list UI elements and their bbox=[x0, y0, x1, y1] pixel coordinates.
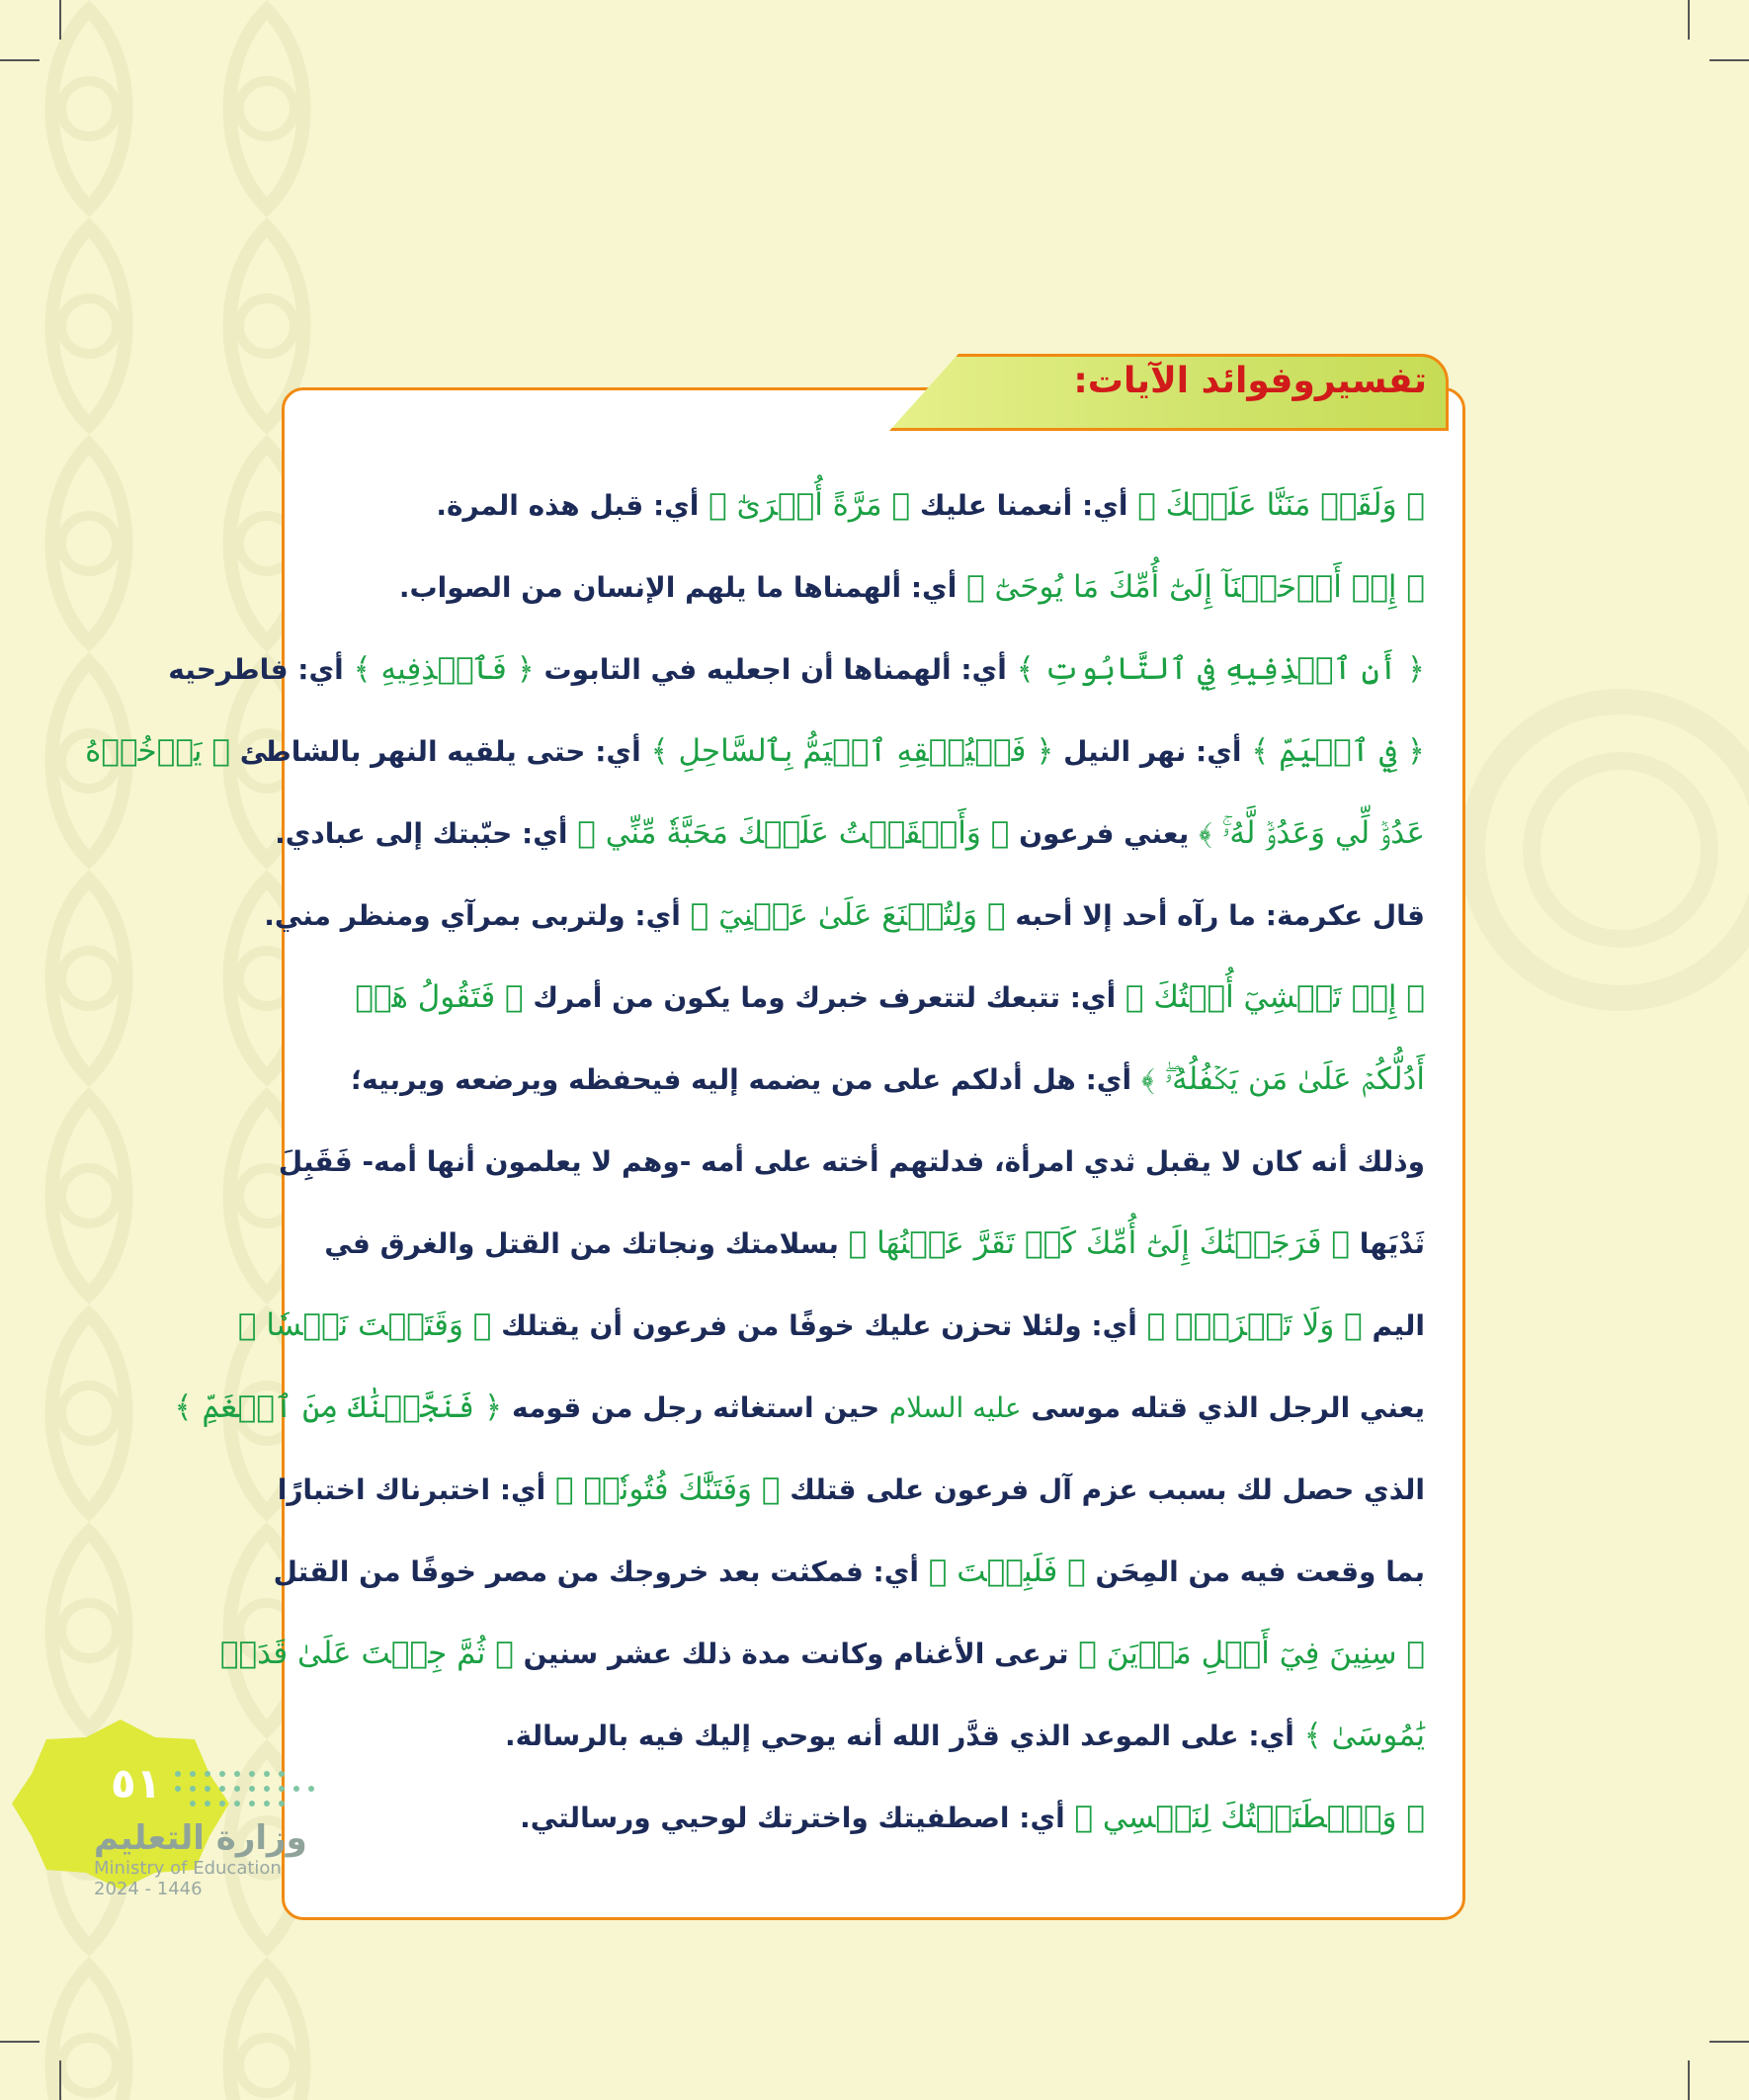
tafsir-line bbox=[326, 1203, 1425, 1285]
quran-verse: ﴿ وَلَا تَحۡزَنَۚ ﴾ bbox=[1146, 1307, 1363, 1343]
explanation-text: أي: أنعمنا عليك bbox=[910, 489, 1138, 522]
quran-verse: ﴿ فَٱقۡذِفِيهِ ﴾ bbox=[353, 651, 535, 687]
explanation-text: حين استغاثه رجل من قومه bbox=[502, 1391, 889, 1424]
explanation-text: وذلك أنه كان لا يقبل ثدي امرأة، فدلتهم أخته على أمه -وهم لا يعلمون أنها أمه- فَقَبِلَ bbox=[278, 1145, 1425, 1178]
ministry-name-ar: وزارة التعليم bbox=[94, 1818, 307, 1858]
crop-mark bbox=[59, 0, 61, 40]
explanation-text: يعني فرعون bbox=[1009, 817, 1199, 850]
quran-verse: ﴿ ثُمَّ جِئۡتَ عَلَىٰ قَدَرٖ bbox=[219, 1636, 514, 1671]
crop-mark bbox=[1688, 0, 1690, 40]
explanation-text: أي: قبل هذه المرة. bbox=[436, 489, 709, 522]
quran-verse: ﴿ أَنِ ٱقۡذِفِيهِ فِي ٱلتَّابُوتِ ﴾ bbox=[1016, 651, 1425, 687]
tafsir-line bbox=[326, 464, 1425, 546]
explanation-text: ثَدْيَها bbox=[1350, 1227, 1425, 1260]
tafsir-line bbox=[326, 1039, 1425, 1121]
quran-verse: ﴿ وَٱصۡطَنَعۡتُكَ لِنَفۡسِي ﴾ bbox=[1074, 1800, 1425, 1835]
quran-verse: ﴿ فِي ٱلۡيَمِّ ﴾ bbox=[1251, 733, 1425, 769]
explanation-text: أي: فاطرحيه bbox=[168, 653, 354, 686]
explanation-text: بما وقعت فيه من المِحَن bbox=[1085, 1555, 1425, 1588]
explanation-text: أي: اختبرناك اختبارًا bbox=[277, 1473, 556, 1506]
explanation-text: أي: حتى يلقيه النهر بالشاطئ bbox=[230, 735, 651, 768]
tafsir-line bbox=[326, 546, 1425, 629]
quran-verse: يَٰمُوسَىٰ ﴾ bbox=[1303, 1718, 1425, 1753]
explanation-text: الذي حصل لك بسبب عزم آل فرعون على قتلك bbox=[780, 1473, 1425, 1506]
crop-mark bbox=[1709, 2041, 1749, 2043]
edition-year: 2024 - 1446 bbox=[94, 1879, 203, 1899]
explanation-text: أي: ولتربى بمرآي ومنظر مني. bbox=[264, 899, 691, 932]
crop-mark bbox=[1709, 59, 1749, 61]
explanation-text: بسلامتك ونجاتك من القتل والغرق في bbox=[324, 1227, 849, 1260]
quran-verse: ﴿ وَلِتُصۡنَعَ عَلَىٰ عَيۡنِيٓ ﴾ bbox=[690, 897, 1006, 933]
quran-verse: ﴿ وَفَتَنَّٰكَ فُتُونٗاۚ ﴾ bbox=[555, 1471, 781, 1507]
section-title: تفسيروفوائد الآيات: bbox=[1073, 361, 1427, 401]
quran-verse: ﴿ مَرَّةً أُخۡرَىٰٓ ﴾ bbox=[708, 487, 911, 523]
tafsir-line bbox=[326, 957, 1425, 1039]
quran-verse: ﴿ فَلۡيُلۡقِهِ ٱلۡيَمُّ بِٱلسَّاحِلِ ﴾ bbox=[650, 733, 1054, 769]
tafsir-line bbox=[278, 1121, 1425, 1203]
quran-verse: ﴿ وَأَلۡقَيۡتُ عَلَيۡكَ مَحَبَّةٗ مِّنِّي ﴾ bbox=[577, 815, 1010, 851]
explanation-text: أي: على الموعد الذي قدَّر الله أنه يوحي إليك فيه بالرسالة. bbox=[505, 1720, 1304, 1752]
explanation-text: يعني الرجل الذي قتله موسى bbox=[1021, 1391, 1425, 1424]
explanation-text: أي: ولئلا تحزن عليك خوفًا من فرعون أن يقتلك bbox=[491, 1309, 1147, 1342]
quran-verse: ﴿ وَقَتَلۡتَ نَفۡسٗا ﴾ bbox=[237, 1307, 492, 1343]
honorific: عليه السلام bbox=[888, 1391, 1022, 1424]
explanation-text: اليم bbox=[1362, 1309, 1425, 1342]
quran-verse: أَدُلُّكُمۡ عَلَىٰ مَن يَكۡفُلُهُۥۖ ﴾ bbox=[1140, 1061, 1425, 1097]
tafsir-line bbox=[326, 1695, 1425, 1777]
tafsir-line bbox=[168, 629, 1425, 711]
quran-verse: ﴿ إِذۡ أَوۡحَيۡنَآ إِلَىٰٓ أُمِّكَ مَا يُوحَىٰٓ ﴾ bbox=[966, 569, 1425, 605]
tafsir-line bbox=[273, 1531, 1425, 1613]
tafsir-line bbox=[277, 1449, 1425, 1531]
quran-verse: ﴿ إِذۡ تَمۡشِيٓ أُخۡتُكَ ﴾ bbox=[1124, 979, 1425, 1015]
quran-verse: ﴿ فَرَجَعۡنَٰكَ إِلَىٰٓ أُمِّكَ كَيۡ تَقَرَّ عَيۡنُهَا ﴾ bbox=[848, 1225, 1351, 1261]
quran-verse: ﴿ فَتَقُولُ هَلۡ bbox=[355, 979, 524, 1015]
tafsir-line bbox=[275, 793, 1425, 875]
explanation-text: أي: اصطفيتك واخترتك لوحيي ورسالتي. bbox=[520, 1802, 1075, 1834]
tafsir-line bbox=[219, 1613, 1425, 1695]
explanation-text: أي: تتبعك لتتعرف خبرك وما يكون من أمرك bbox=[523, 981, 1125, 1014]
quran-verse: ﴿ فَنَجَّيۡنَٰكَ مِنَ ٱلۡغَمِّ ﴾ bbox=[174, 1389, 503, 1425]
tafsir-line bbox=[326, 1777, 1425, 1859]
quran-verse: عَدُوّٞ لِّي وَعَدُوّٞ لَّهُۥۚ ﴾ bbox=[1198, 815, 1425, 851]
quran-verse: ﴿ فَلَبِثۡتَ ﴾ bbox=[928, 1554, 1086, 1589]
explanation-text: أي: حبّبتك إلى عبادي. bbox=[275, 817, 578, 850]
tafsir-line bbox=[85, 711, 1425, 793]
crop-mark bbox=[59, 2060, 61, 2100]
crop-mark bbox=[1688, 2060, 1690, 2100]
tafsir-line bbox=[264, 875, 1425, 957]
quran-verse: ﴿ يَأۡخُذۡهُ bbox=[85, 733, 231, 769]
explanation-text: أي: فمكثت بعد خروجك من مصر خوفًا من القتل bbox=[273, 1555, 929, 1588]
explanation-text: أي: هل أدلكم على من يضمه إليه فيحفظه ويرضعه ويربيه؛ bbox=[350, 1063, 1141, 1096]
explanation-text: ترعى الأغنام وكانت مدة ذلك عشر سنين bbox=[513, 1638, 1079, 1670]
page-number: ٥١ bbox=[111, 1759, 162, 1807]
quran-verse: ﴿ سِنِينَ فِيٓ أَهۡلِ مَدۡيَنَ ﴾ bbox=[1078, 1636, 1425, 1671]
explanation-text: أي: ألهمناها أن اجعليه في التابوت bbox=[534, 653, 1017, 686]
tafsir-line bbox=[174, 1367, 1425, 1449]
crop-mark bbox=[0, 2041, 40, 2043]
crop-mark bbox=[0, 59, 40, 61]
explanation-text: قال عكرمة: ما رآه أحد إلا أحبه bbox=[1005, 899, 1425, 932]
explanation-text: أي: ألهمناها ما يلهم الإنسان من الصواب. bbox=[398, 571, 967, 604]
tafsir-line bbox=[237, 1285, 1425, 1367]
explanation-text: أي: نهر النيل bbox=[1053, 735, 1252, 768]
ministry-name-en: Ministry of Education bbox=[94, 1858, 282, 1879]
quran-verse: ﴿ وَلَقَدۡ مَنَنَّا عَلَيۡكَ ﴾ bbox=[1137, 487, 1425, 523]
